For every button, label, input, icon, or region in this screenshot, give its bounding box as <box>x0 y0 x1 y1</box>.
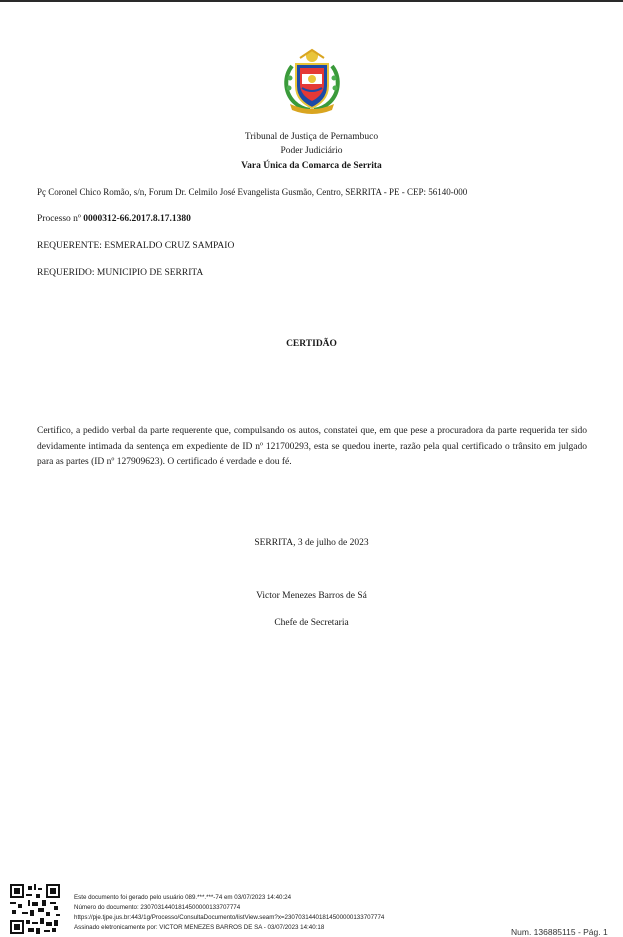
process-line <box>37 214 191 224</box>
plaintiff: REQUERENTE: ESMERALDO CRUZ SAMPAIO <box>37 241 235 251</box>
court-address: Pç Coronel Chico Romão, s/n, Forum Dr. Celmilo José Evangelista Gusmão, Centro, SERRITA - PE - CEP: 56140-000 <box>37 187 468 197</box>
place-date: SERRITA, 3 de julho de 2023 <box>254 538 369 548</box>
signer-name: Victor Menezes Barros de Sá <box>256 591 367 601</box>
top-border <box>0 0 623 2</box>
certificate-body: Certifico, a pedido verbal da parte requerente que, compulsando os autos, constatei que, em que pese a procuradora da parte requerida ter sido devidamente intimada da sentença em expediente de ID nº 121700293, esta se quedou inerte, razão pela qual certificado o trânsito em julgado para as partes (ID nº 127909623). O certificado é verdade e dou fé. <box>37 426 587 467</box>
court-name: Tribunal de Justiça de Pernambuco <box>244 132 379 142</box>
process-label: Processo nº <box>37 214 81 224</box>
footer-signed: Assinado eletronicamente por: VICTOR MENEZES BARROS DE SA - 03/07/2023 14:40:18 <box>74 924 325 931</box>
state-coat-of-arms-icon <box>280 48 344 114</box>
footer-generated: Este documento foi gerado pelo usuário 089.***.***-74 em 03/07/2023 14:40:24 <box>74 894 292 901</box>
footer-doc-number: Número do documento: 23070314401814500000133707774 <box>74 904 241 911</box>
page-number: Num. 136885115 - Pág. 1 <box>511 927 608 937</box>
document-title: CERTIDÃO <box>286 339 337 349</box>
footer-url: https://pje.tjpe.jus.br:443/1g/Processo/ConsultaDocumento/listView.seam?x=23070314401814500000133707774 <box>74 914 385 921</box>
defendant: REQUERIDO: MUNICIPIO DE SERRITA <box>37 268 204 278</box>
court-unit: Vara Única da Comarca de Serrita <box>241 161 382 171</box>
signer-role: Chefe de Secretaria <box>274 618 349 628</box>
process-number: 0000312-66.2017.8.17.1380 <box>83 214 191 224</box>
judicial-branch: Poder Judiciário <box>280 146 343 156</box>
qr-code-icon <box>10 884 60 934</box>
